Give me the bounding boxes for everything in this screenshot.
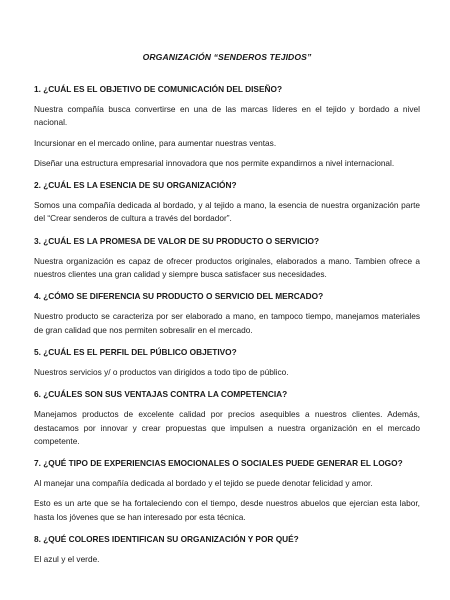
- answer-paragraph: Al manejar una compañía dedicada al bordado y el tejido se puede denotar felicidad y amor.: [34, 478, 373, 489]
- section-6: [34, 389, 420, 448]
- question-heading: 5. ¿CUÁL ES EL PERFIL DEL PÚBLICO OBJETIVO?: [34, 346, 237, 357]
- answer-paragraph: Somos una compañía dedicada al bordado, y al tejido a mano, la esencia de nuestra organización parte del “Crear senderos de cultura a través del bordador”.: [34, 200, 420, 224]
- answer-paragraph: Incursionar en el mercado online, para aumentar nuestras ventas.: [34, 137, 277, 148]
- section-3: [34, 236, 420, 282]
- document-title: ORGANIZACIÓN “SENDEROS TEJIDOS”: [142, 52, 312, 62]
- answer-paragraph: Nuestros servicios y/ o productos van dirigidos a todo tipo de público.: [34, 366, 289, 377]
- answer-paragraph: Manejamos productos de excelente calidad por precios asequibles a nuestros clientes. Además, destacamos por innovar y crear propuestas que impulsen a nuestra organización en el mercado competente.: [34, 409, 420, 446]
- section-8: [34, 534, 420, 566]
- question-heading: 8. ¿QUÉ COLORES IDENTIFICAN SU ORGANIZACIÓN Y POR QUÉ?: [34, 534, 299, 545]
- answer-paragraph: Nuestro producto se caracteriza por ser elaborado a mano, en tampoco tiempo, manejamos materiales de gran calidad que nos permiten sobresalir en el mercado.: [34, 311, 420, 335]
- question-heading: 7. ¿QUÉ TIPO DE EXPERIENCIAS EMOCIONALES O SOCIALES PUEDE GENERAR EL LOGO?: [34, 458, 403, 469]
- answer-paragraph: El azul y el verde.: [34, 554, 100, 565]
- answer-paragraph: Diseñar una estructura empresarial innovadora que nos permite expandirnos a nivel internacional.: [34, 157, 395, 168]
- question-heading: 3. ¿CUÁL ES LA PROMESA DE VALOR DE SU PRODUCTO O SERVICIO?: [34, 235, 320, 246]
- answer-paragraph: Nuestra organización es capaz de ofrecer productos originales, elaborados a mano. Tambien ofrece a nuestros clientes una gran calidad y siempre busca satisfacer sus necesidades.: [34, 255, 420, 280]
- question-heading: 4. ¿CÓMO SE DIFERENCIA SU PRODUCTO O SERVICIO DEL MERCADO?: [34, 291, 324, 302]
- question-heading: 2. ¿CUÁL ES LA ESENCIA DE SU ORGANIZACIÓN?: [34, 180, 237, 191]
- question-heading: 6. ¿CUÁLES SON SUS VENTAJAS CONTRA LA COMPETENCIA?: [34, 389, 288, 400]
- section-7: [34, 458, 420, 524]
- section-2: [34, 180, 420, 226]
- section-5: [34, 347, 420, 379]
- question-heading: 1. ¿CUÁL ES EL OBJETIVO DE COMUNICACIÓN DEL DISEÑO?: [34, 84, 283, 94]
- answer-paragraph: Esto es un arte que se ha fortaleciendo con el tiempo, desde nuestros abuelos que ejercian esta labor, hasta los jóvenes que se han interesado por esta técnica.: [34, 498, 420, 522]
- section-1: [34, 84, 420, 170]
- section-4: [34, 291, 420, 337]
- answer-paragraph: Nuestra compañía busca convertirse en una de las marcas líderes en el tejido y bordado a nivel nacional.: [34, 104, 420, 128]
